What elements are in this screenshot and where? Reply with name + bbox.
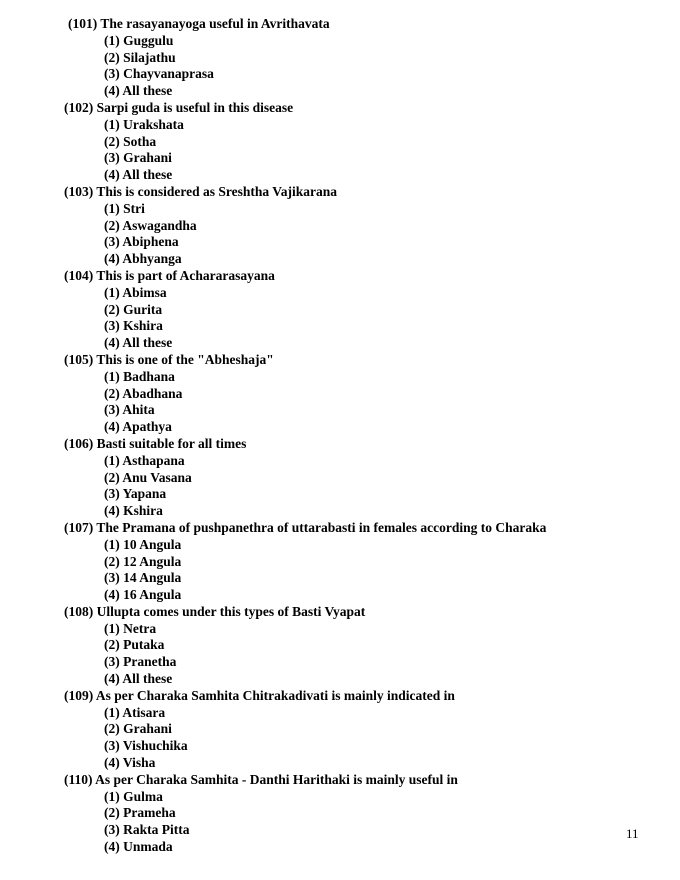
option-item: (3) Vishuchika xyxy=(104,738,188,754)
option-item: (3) Chayvanaprasa xyxy=(104,66,214,82)
option-item: (1) Gulma xyxy=(104,788,163,804)
option-item: (3) 14 Angula xyxy=(104,570,182,586)
option-item: (4) Kshira xyxy=(104,503,163,519)
option-list xyxy=(64,117,664,184)
question-108 xyxy=(64,604,664,688)
option-item: (2) Silajathu xyxy=(104,49,176,65)
option-item: (2) Aswagandha xyxy=(104,217,197,233)
option-item: (4) Unmada xyxy=(104,839,173,855)
option-item: (2) Putaka xyxy=(104,637,165,653)
option-item: (2) Prameha xyxy=(104,805,176,821)
option-item: (1) Urakshata xyxy=(104,116,184,132)
question-text: (106) Basti suitable for all times xyxy=(64,435,247,451)
option-item: (2) Sotha xyxy=(104,133,157,149)
option-item: (4) All these xyxy=(104,83,173,99)
option-item: (2) Abadhana xyxy=(104,385,183,401)
question-103 xyxy=(64,184,664,268)
option-item: (3) Ahita xyxy=(104,402,155,418)
option-item: (1) Badhana xyxy=(104,368,175,384)
question-text: (104) This is part of Achararasayana xyxy=(64,267,275,283)
option-item: (4) Abhyanga xyxy=(104,251,182,267)
question-101 xyxy=(64,16,664,100)
question-text: (105) This is one of the "Abheshaja" xyxy=(64,351,274,367)
option-list xyxy=(64,453,664,520)
question-text: (108) Ullupta comes under this types of Basti Vyapat xyxy=(64,603,366,619)
question-text: (101) The rasayanayoga useful in Avrithavata xyxy=(68,16,330,31)
option-item: (3) Abiphena xyxy=(104,234,179,250)
option-list xyxy=(64,201,664,268)
option-item: (2) 12 Angula xyxy=(104,553,182,569)
option-list xyxy=(64,285,664,352)
question-text: (110) As per Charaka Samhita - Danthi Harithaki is mainly useful in xyxy=(64,771,458,787)
question-107 xyxy=(64,520,664,604)
question-text: (107) The Pramana of pushpanethra of uttarabasti in females according to Charaka xyxy=(64,519,547,535)
option-list xyxy=(64,789,664,856)
question-109 xyxy=(64,688,664,772)
option-item: (4) All these xyxy=(104,671,173,687)
option-item: (4) All these xyxy=(104,335,173,351)
option-item: (4) 16 Angula xyxy=(104,587,182,603)
option-item: (1) Stri xyxy=(104,200,145,216)
question-106 xyxy=(64,436,664,520)
question-102 xyxy=(64,100,664,184)
option-item: (2) Anu Vasana xyxy=(104,469,192,485)
option-item: (4) Apathya xyxy=(104,419,172,435)
option-item: (1) Netra xyxy=(104,620,157,636)
option-item: (1) Abimsa xyxy=(104,284,167,300)
question-text: (103) This is considered as Sreshtha Vajikarana xyxy=(64,183,338,199)
question-104 xyxy=(64,268,664,352)
option-list xyxy=(64,33,664,100)
question-110 xyxy=(64,772,664,856)
option-item: (2) Grahani xyxy=(104,721,172,737)
option-list xyxy=(64,537,664,604)
option-item: (1) Guggulu xyxy=(104,32,174,48)
option-item: (1) Atisara xyxy=(104,704,166,720)
question-text: (102) Sarpi guda is useful in this disease xyxy=(64,99,294,115)
page-number: 11 xyxy=(626,826,639,841)
question-text: (109) As per Charaka Samhita Chitrakadivati is mainly indicated in xyxy=(64,687,455,703)
option-item: (1) 10 Angula xyxy=(104,536,182,552)
question-list xyxy=(64,16,664,856)
option-item: (4) Visha xyxy=(104,755,156,771)
option-item: (1) Asthapana xyxy=(104,452,185,468)
option-list xyxy=(64,621,664,688)
option-item: (4) All these xyxy=(104,167,173,183)
option-list xyxy=(64,705,664,772)
option-item: (3) Kshira xyxy=(104,318,163,334)
option-list xyxy=(64,369,664,436)
option-item: (3) Yapana xyxy=(104,486,167,502)
option-item: (3) Pranetha xyxy=(104,654,177,670)
option-item: (3) Grahani xyxy=(104,150,172,166)
option-item: (3) Rakta Pitta xyxy=(104,822,190,838)
question-105 xyxy=(64,352,664,436)
option-item: (2) Gurita xyxy=(104,301,163,317)
